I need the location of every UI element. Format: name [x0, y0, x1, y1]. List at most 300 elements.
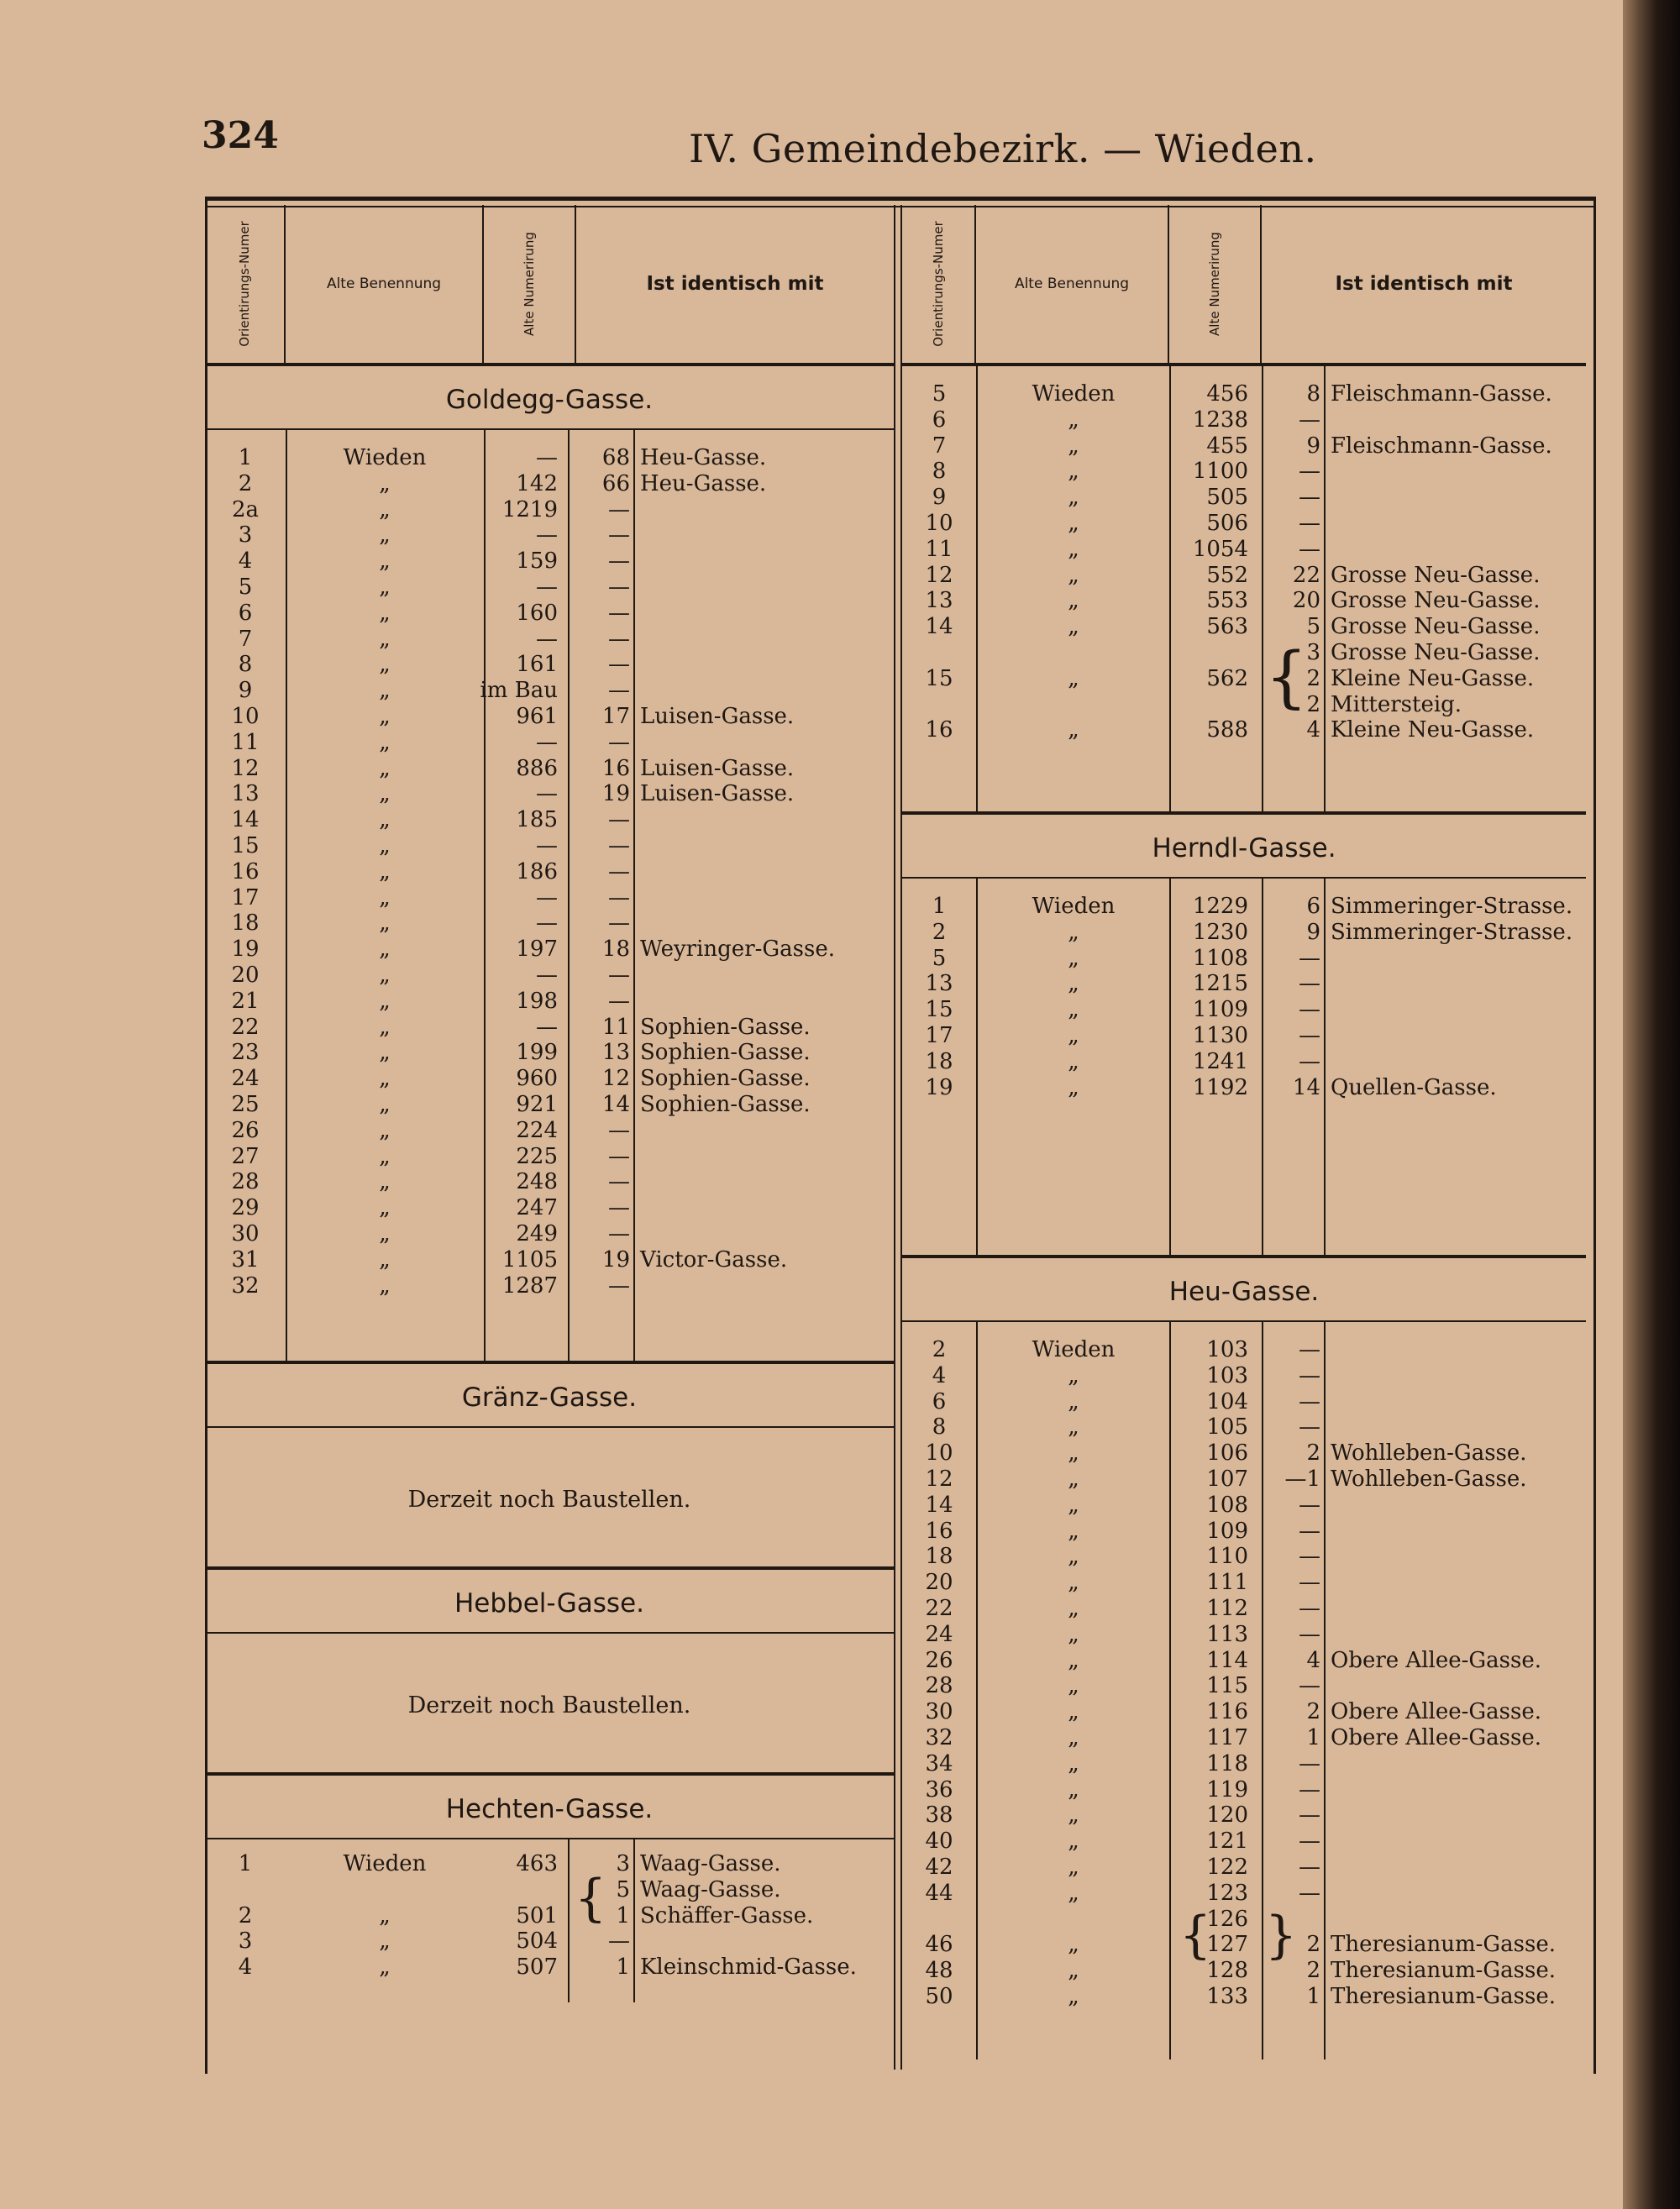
cell-newnum: —: [608, 988, 630, 1014]
table-row: [902, 1881, 1586, 1907]
table-row: [902, 997, 1586, 1023]
cell-street: Grosse Neu-Gasse.: [1331, 562, 1541, 588]
cell-street: Kleine Neu-Gasse.: [1331, 717, 1535, 743]
cell-name: Wieden: [343, 1851, 427, 1876]
cell-oldnum: —: [536, 832, 558, 858]
table-row: [205, 1169, 894, 1195]
cell-newnum: 20: [1292, 588, 1320, 614]
cell-name: „: [1068, 1854, 1079, 1880]
cell-newnum: —: [1299, 1570, 1320, 1596]
cell-oldnum: 552: [1206, 562, 1248, 588]
cell-oldnum: 1230: [1192, 919, 1248, 945]
cell-newnum: 19: [601, 781, 630, 807]
table-row: [902, 1673, 1586, 1699]
table-row: [902, 1389, 1586, 1415]
cell-newnum: —: [608, 807, 630, 833]
cell-newnum: 4: [1306, 717, 1320, 743]
cell-newnum: —: [608, 832, 630, 858]
cell-newnum: 19: [601, 1246, 630, 1272]
cell-newnum: —: [1299, 1802, 1320, 1829]
table-row: [902, 1544, 1586, 1570]
cell-num: 25: [231, 1091, 260, 1117]
header-old-number: Alte Numerirung: [522, 232, 537, 336]
cell-num: 11: [231, 729, 260, 755]
section-title: Goldegg-Gasse.: [205, 366, 894, 430]
cell-num: 3: [238, 522, 253, 548]
table-row: [902, 1958, 1586, 1984]
cell-oldnum: —: [536, 729, 558, 755]
cell-oldnum: 961: [516, 703, 558, 729]
section-goldegg-gasse-continued: [902, 366, 1586, 811]
cell-num: 42: [925, 1854, 953, 1880]
cell-oldnum: 224: [516, 1117, 558, 1143]
table-row: [902, 1907, 1586, 1933]
cell-oldnum: 107: [1206, 1466, 1248, 1492]
cell-oldnum: 105: [1206, 1414, 1248, 1440]
table-row: [902, 433, 1586, 459]
cell-newnum: —: [1299, 1362, 1320, 1388]
cell-newnum: 2: [1306, 665, 1320, 691]
cell-num: 2a: [231, 496, 260, 522]
cell-street: Sophien-Gasse.: [640, 1040, 811, 1066]
table-row: [902, 1414, 1586, 1440]
cell-newnum: 3: [1306, 639, 1320, 665]
cell-street: Victor-Gasse.: [640, 1246, 788, 1272]
cell-newnum: 9: [1306, 433, 1320, 459]
cell-name: „: [1068, 1750, 1079, 1776]
cell-street: Simmeringer-Strasse.: [1331, 919, 1573, 945]
cell-newnum: —: [608, 729, 630, 755]
cell-oldnum: 112: [1206, 1595, 1248, 1621]
cell-street: Theresianum-Gasse.: [1331, 1932, 1556, 1958]
header-old-name: Alte Benennung: [1014, 275, 1130, 292]
section-title: Gränz-Gasse.: [205, 1364, 894, 1428]
cell-oldnum: 127: [1206, 1932, 1248, 1958]
table-row: [902, 1699, 1586, 1725]
cell-oldnum: 960: [516, 1066, 558, 1092]
table-row: [205, 1903, 894, 1929]
cell-newnum: —: [608, 1195, 630, 1221]
table-row: [205, 522, 894, 548]
cell-num: 17: [925, 1022, 953, 1048]
brace-mark: }: [1265, 1906, 1298, 1965]
cell-newnum: —: [608, 1928, 630, 1955]
cell-name: „: [1068, 433, 1079, 459]
table-row: [205, 471, 894, 497]
cell-newnum: 66: [601, 470, 630, 496]
cell-name: „: [1068, 717, 1079, 743]
header-old-number: Alte Numerirung: [1207, 232, 1222, 336]
cell-num: 40: [925, 1829, 953, 1855]
table-row: [205, 678, 894, 704]
cell-num: 31: [231, 1246, 260, 1272]
cell-street: Fleischmann-Gasse.: [1331, 381, 1552, 407]
cell-oldnum: 110: [1206, 1544, 1248, 1570]
cell-newnum: —: [1299, 997, 1320, 1023]
cell-num: 23: [231, 1040, 260, 1066]
cell-newnum: —: [1299, 459, 1320, 485]
cell-newnum: —: [608, 1117, 630, 1143]
section-goldegg-gasse: [205, 366, 894, 1361]
cell-num: 18: [925, 1048, 953, 1074]
cell-name: Wieden: [1032, 894, 1116, 919]
table-row: [902, 511, 1586, 537]
cell-num: 6: [238, 600, 253, 626]
cell-num: 8: [932, 459, 947, 485]
cell-newnum: —: [1299, 945, 1320, 971]
table-row: [902, 1984, 1586, 2010]
cell-name: „: [379, 574, 391, 600]
cell-street: Obere Allee-Gasse.: [1331, 1699, 1541, 1725]
cell-newnum: 2: [1306, 1958, 1320, 1984]
cell-street: Waag-Gasse.: [640, 1851, 781, 1876]
cell-name: „: [1068, 510, 1079, 536]
table-row: [205, 1040, 894, 1066]
cell-name: „: [1068, 1492, 1079, 1518]
cell-oldnum: 113: [1206, 1621, 1248, 1647]
cell-newnum: —: [1299, 536, 1320, 562]
table-row: [902, 537, 1586, 563]
cell-newnum: 1: [616, 1902, 630, 1928]
cell-newnum: 4: [1306, 1647, 1320, 1673]
cell-street: Wohlleben-Gasse.: [1331, 1440, 1527, 1467]
cell-newnum: —: [608, 1220, 630, 1246]
table-row: [205, 807, 894, 833]
cell-oldnum: 1229: [1192, 894, 1248, 919]
cell-num: 20: [231, 962, 260, 988]
table-row: [205, 627, 894, 653]
cell-newnum: 5: [616, 1876, 630, 1902]
table-row: [205, 652, 894, 678]
cell-num: 14: [925, 1492, 953, 1518]
cell-num: 24: [925, 1621, 953, 1647]
cell-oldnum: —: [536, 910, 558, 937]
section-note: Derzeit noch Baustellen.: [407, 1692, 691, 1718]
table-row: [902, 1049, 1586, 1075]
cell-street: Waag-Gasse.: [640, 1876, 781, 1902]
cell-oldnum: 1130: [1192, 1022, 1248, 1048]
cell-oldnum: 197: [516, 937, 558, 963]
cell-name: „: [1068, 536, 1079, 562]
cell-oldnum: 103: [1206, 1362, 1248, 1388]
table-row: [902, 1596, 1586, 1622]
cell-newnum: 1: [616, 1955, 630, 1981]
cell-oldnum: 588: [1206, 717, 1248, 743]
table-row: [902, 692, 1586, 718]
cell-oldnum: 161: [516, 652, 558, 678]
cell-street: Kleine Neu-Gasse.: [1331, 665, 1535, 691]
cell-num: 16: [925, 717, 953, 743]
cell-oldnum: 122: [1206, 1854, 1248, 1880]
cell-num: 50: [925, 1983, 953, 2009]
cell-oldnum: 118: [1206, 1750, 1248, 1776]
cell-num: 15: [925, 997, 953, 1023]
cell-oldnum: im Bau: [480, 678, 558, 704]
cell-name: „: [379, 1928, 391, 1955]
cell-num: 18: [231, 910, 260, 937]
table-row: [902, 1440, 1586, 1467]
cell-name: „: [379, 755, 391, 781]
cell-oldnum: 225: [516, 1143, 558, 1169]
cell-oldnum: 1219: [501, 496, 558, 522]
cell-name: „: [379, 1272, 391, 1299]
cell-newnum: —: [1299, 1022, 1320, 1048]
cell-name: „: [1068, 485, 1079, 511]
cell-name: „: [1068, 1518, 1079, 1544]
table-row: [902, 1519, 1586, 1545]
table-row: [902, 640, 1586, 666]
cell-name: „: [379, 1040, 391, 1066]
right-table-header: [902, 205, 1586, 366]
table-row: [902, 1932, 1586, 1958]
cell-name: „: [1068, 1544, 1079, 1570]
cell-name: „: [379, 600, 391, 626]
cell-num: 11: [925, 536, 953, 562]
cell-street: Heu-Gasse.: [640, 470, 767, 496]
cell-street: Obere Allee-Gasse.: [1331, 1724, 1541, 1750]
cell-name: „: [1068, 971, 1079, 997]
cell-name: „: [379, 832, 391, 858]
cell-newnum: 17: [601, 703, 630, 729]
section-title: Hebbel-Gasse.: [205, 1570, 894, 1634]
cell-oldnum: 1215: [1192, 971, 1248, 997]
section-title: Herndl-Gasse.: [902, 815, 1586, 879]
cell-newnum: —: [1299, 971, 1320, 997]
cell-num: 10: [925, 1440, 953, 1467]
table-row: [902, 614, 1586, 640]
cell-name: „: [1068, 945, 1079, 971]
cell-num: 22: [925, 1595, 953, 1621]
section-title: Heu-Gasse.: [902, 1258, 1586, 1322]
cell-newnum: —: [1299, 407, 1320, 433]
cell-street: Grosse Neu-Gasse.: [1331, 588, 1541, 614]
cell-num: 26: [925, 1647, 953, 1673]
cell-newnum: —: [608, 496, 630, 522]
cell-newnum: —: [1299, 1750, 1320, 1776]
cell-oldnum: 1054: [1192, 536, 1248, 562]
cell-oldnum: 506: [1206, 510, 1248, 536]
cell-newnum: —: [608, 600, 630, 626]
cell-num: 14: [925, 614, 953, 640]
cell-newnum: —: [608, 652, 630, 678]
cell-newnum: —: [1299, 510, 1320, 536]
table-row: [902, 1363, 1586, 1389]
cell-oldnum: —: [536, 522, 558, 548]
cell-street: Sophien-Gasse.: [640, 1066, 811, 1092]
column-divider: [894, 205, 902, 2070]
cell-oldnum: 455: [1206, 433, 1248, 459]
table-row: [205, 1851, 894, 1877]
table-row: [205, 730, 894, 756]
cell-newnum: 1: [1306, 1983, 1320, 2009]
cell-newnum: 14: [1292, 1074, 1320, 1100]
table-row: [902, 666, 1586, 692]
cell-num: 1: [932, 894, 947, 919]
cell-oldnum: 126: [1206, 1906, 1248, 1932]
cell-newnum: —: [608, 678, 630, 704]
cell-newnum: —: [1299, 1776, 1320, 1802]
cell-name: „: [379, 1169, 391, 1195]
cell-num: 27: [231, 1143, 260, 1169]
cell-num: 7: [238, 626, 253, 652]
cell-num: 4: [932, 1362, 947, 1388]
cell-num: 8: [932, 1414, 947, 1440]
cell-newnum: 2: [1306, 1932, 1320, 1958]
table-row: [205, 1955, 894, 1981]
cell-newnum: —: [1299, 1048, 1320, 1074]
cell-newnum: —: [608, 548, 630, 575]
cell-newnum: —: [1299, 1621, 1320, 1647]
cell-name: „: [379, 678, 391, 704]
cell-oldnum: 109: [1206, 1518, 1248, 1544]
cell-newnum: 2: [1306, 1440, 1320, 1467]
header-identical: Ist identisch mit: [1335, 273, 1513, 295]
table-row: [205, 445, 894, 471]
cell-oldnum: —: [536, 781, 558, 807]
cell-name: „: [379, 1066, 391, 1092]
cell-oldnum: —: [536, 445, 558, 470]
book-spine-shadow: [1623, 0, 1680, 2209]
cell-name: „: [1068, 588, 1079, 614]
table-row: [902, 1337, 1586, 1363]
cell-num: 13: [925, 971, 953, 997]
cell-oldnum: —: [536, 574, 558, 600]
cell-name: „: [379, 1195, 391, 1221]
cell-num: 4: [238, 548, 253, 575]
section-note: Derzeit noch Baustellen.: [407, 1487, 691, 1513]
cell-street: Quellen-Gasse.: [1331, 1074, 1497, 1100]
cell-num: 5: [932, 945, 947, 971]
cell-oldnum: 505: [1206, 485, 1248, 511]
cell-oldnum: 111: [1206, 1570, 1248, 1596]
cell-name: „: [1068, 562, 1079, 588]
cell-num: 38: [925, 1802, 953, 1829]
table-row: [902, 381, 1586, 407]
cell-name: „: [1068, 1570, 1079, 1596]
cell-name: „: [379, 858, 391, 884]
cell-num: 13: [925, 588, 953, 614]
table-row: [902, 971, 1586, 997]
cell-num: 28: [231, 1169, 260, 1195]
table-row: [902, 1023, 1586, 1049]
cell-name: „: [379, 910, 391, 937]
table-row: [205, 1118, 894, 1144]
cell-newnum: —: [608, 858, 630, 884]
cell-oldnum: 563: [1206, 614, 1248, 640]
cell-num: 30: [231, 1220, 260, 1246]
cell-num: 30: [925, 1699, 953, 1725]
cell-num: 14: [231, 807, 260, 833]
running-head: IV. Gemeindebezirk. — Wieden.: [689, 126, 1317, 171]
table-row: [205, 497, 894, 523]
brace-mark: {: [1265, 638, 1308, 716]
table-row: [902, 894, 1586, 920]
table-row: [205, 937, 894, 963]
cell-num: 1: [238, 445, 253, 470]
cell-name: „: [379, 1902, 391, 1928]
cell-street: Heu-Gasse.: [640, 445, 767, 470]
cell-name: „: [379, 1246, 391, 1272]
table-row: [205, 548, 894, 575]
cell-oldnum: 159: [516, 548, 558, 575]
cell-newnum: —: [608, 626, 630, 652]
table-row: [902, 1829, 1586, 1855]
cell-num: 28: [925, 1673, 953, 1699]
cell-street: Kleinschmid-Gasse.: [640, 1955, 857, 1981]
brace-mark: {: [575, 1869, 607, 1928]
right-column: [902, 205, 1586, 2059]
table-row: [902, 1622, 1586, 1648]
cell-newnum: —: [1299, 1518, 1320, 1544]
cell-oldnum: 106: [1206, 1440, 1248, 1467]
cell-num: 16: [231, 858, 260, 884]
cell-newnum: 13: [601, 1040, 630, 1066]
table-row: [205, 1066, 894, 1092]
cell-num: 10: [231, 703, 260, 729]
table-row: [902, 1075, 1586, 1101]
cell-street: Schäffer-Gasse.: [640, 1902, 814, 1928]
cell-newnum: 8: [1306, 381, 1320, 407]
cell-oldnum: 562: [1206, 665, 1248, 691]
cell-name: „: [1068, 919, 1079, 945]
table-row: [902, 1648, 1586, 1674]
table-row: [205, 575, 894, 601]
table-row: [902, 1467, 1586, 1493]
cell-name: „: [379, 1091, 391, 1117]
cell-street: Luisen-Gasse.: [640, 781, 795, 807]
table-row: [902, 946, 1586, 972]
cell-name: „: [1068, 1932, 1079, 1958]
cell-street: Theresianum-Gasse.: [1331, 1958, 1556, 1984]
cell-num: 15: [231, 832, 260, 858]
cell-num: 13: [231, 781, 260, 807]
cell-name: „: [379, 988, 391, 1014]
cell-name: „: [379, 652, 391, 678]
table-row: [902, 717, 1586, 743]
cell-oldnum: 501: [516, 1902, 558, 1928]
section-title: Hechten-Gasse.: [205, 1776, 894, 1839]
cell-newnum: 9: [1306, 919, 1320, 945]
cell-street: Wohlleben-Gasse.: [1331, 1466, 1527, 1492]
section-herndl-gasse: [902, 811, 1586, 1255]
cell-name: „: [379, 807, 391, 833]
cell-oldnum: 504: [516, 1928, 558, 1955]
cell-name: „: [1068, 407, 1079, 433]
section-graenz-gasse: [205, 1361, 894, 1566]
cell-num: 2: [932, 1337, 947, 1362]
cell-num: 12: [925, 562, 953, 588]
cell-num: 5: [238, 574, 253, 600]
cell-oldnum: 248: [516, 1169, 558, 1195]
table-row: [902, 1570, 1586, 1596]
cell-newnum: —: [608, 884, 630, 910]
cell-num: 36: [925, 1776, 953, 1802]
table-row: [205, 989, 894, 1015]
cell-oldnum: 247: [516, 1195, 558, 1221]
cell-name: „: [379, 703, 391, 729]
cell-num: 21: [231, 988, 260, 1014]
cell-num: 12: [925, 1466, 953, 1492]
cell-street: Simmeringer-Strasse.: [1331, 894, 1573, 919]
cell-name: „: [1068, 1958, 1079, 1984]
cell-newnum: 22: [1292, 562, 1320, 588]
cell-num: 2: [238, 1902, 253, 1928]
cell-name: „: [1068, 1048, 1079, 1074]
cell-name: „: [1068, 1414, 1079, 1440]
cell-oldnum: 160: [516, 600, 558, 626]
cell-name: „: [379, 1143, 391, 1169]
cell-oldnum: 1241: [1192, 1048, 1248, 1074]
